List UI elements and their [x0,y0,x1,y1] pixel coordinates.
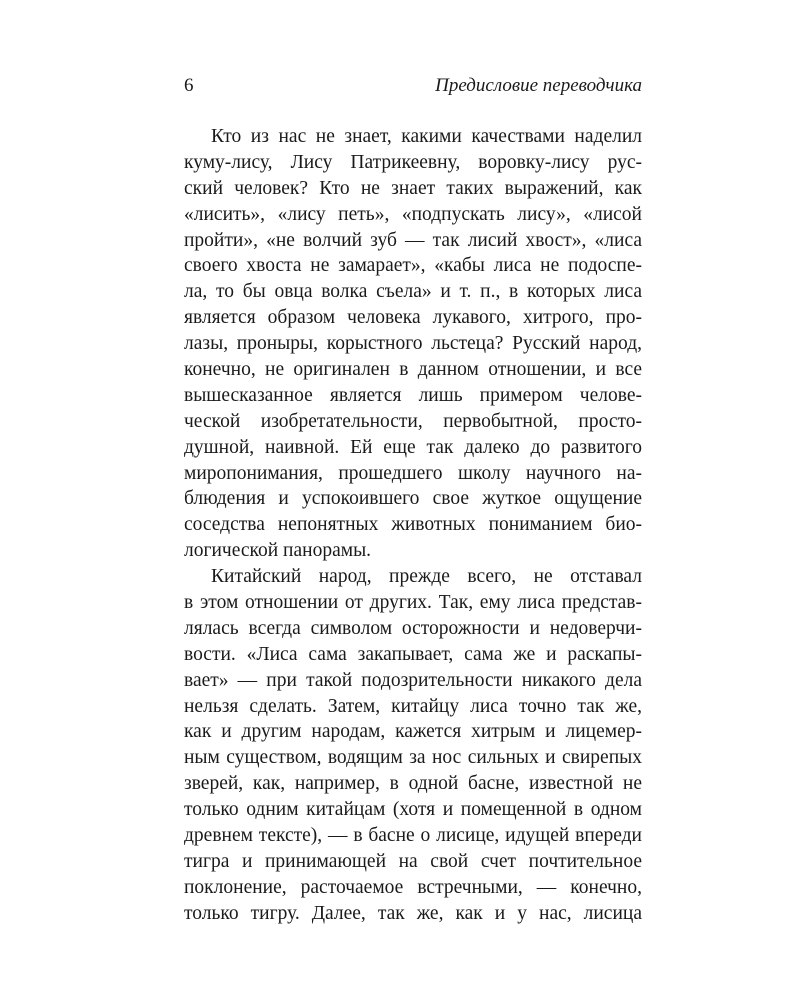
text-line: лялась всегда символом осторожности и недоверчи- [184,617,642,639]
text-line: вышесказанное является лишь примером челове- [184,384,642,406]
text-line: пройти», «не волчий зуб — так лисий хвост», «лиса [184,229,642,251]
text-line: лазы, проныры, корыстного льстеца? Русский народ, [184,333,642,355]
text-line: вости. «Лиса сама закапывает, сама же и раскапы- [184,643,642,665]
text-line: Китайский народ, прежде всего, не отставал [211,566,642,588]
text-line: логической панорамы. [184,540,372,562]
text-line: вает» — при такой подозрительности никакого дела [184,669,642,691]
text-line: ным существом, водящим за нос сильных и свирепых [184,747,642,769]
body-text [184,124,642,927]
running-head [184,72,642,100]
text-line: ский человек? Кто не знает таких выражений, как [184,177,642,199]
text-line: является образом человека лукавого, хитрого, про- [184,307,642,329]
section-title: Предисловие переводчика [435,75,642,96]
paragraph-1 [184,124,642,564]
text-line: куму-лису, Лису Патрикеевну, воровку-лису рус- [184,151,642,173]
text-line: своего хвоста не замарает», «кабы лиса не подоспе- [184,255,642,277]
text-line: нельзя сделать. Затем, китайцу лиса точно так же, [184,695,642,717]
text-line: душной, наивной. Ей еще так далеко до развитого [184,436,642,458]
text-line: только тигру. Далее, так же, как и у нас, лисица [184,902,642,924]
text-line: ла, то бы овца волка съела» и т. п., в которых лиса [184,281,642,303]
text-line: соседства непонятных животных пониманием био- [184,514,642,536]
text-line: конечно, не оригинален в данном отношении, и все [184,359,642,381]
text-line: древнем тексте), — в басне о лисице, идущей впереди [184,825,642,847]
page-number: 6 [184,75,194,96]
text-line: ческой изобретательности, первобытной, просто- [184,410,642,432]
text-line: как и другим народам, кажется хитрым и лицемер- [184,721,642,743]
text-line: зверей, как, например, в одной басне, известной не [184,773,642,795]
text-line: Кто из нас не знает, какими качествами наделил [211,126,642,147]
text-line: тигра и принимающей на свой счет почтительное [184,850,642,872]
text-line: поклонение, расточаемое встречными, — конечно, [184,876,642,898]
text-line: блюдения и успокоившего свое жуткое ощущение [184,488,642,510]
text-line: миропонимания, прошедшего школу научного на- [184,462,642,484]
text-line: только одним китайцам (хотя и помещенной в одном [184,799,642,821]
paragraph-2 [184,564,642,926]
text-line: в этом отношении от других. Так, ему лиса представ- [184,592,642,614]
text-line: «лисить», «лису петь», «подпускать лису», «лисой [184,203,642,225]
